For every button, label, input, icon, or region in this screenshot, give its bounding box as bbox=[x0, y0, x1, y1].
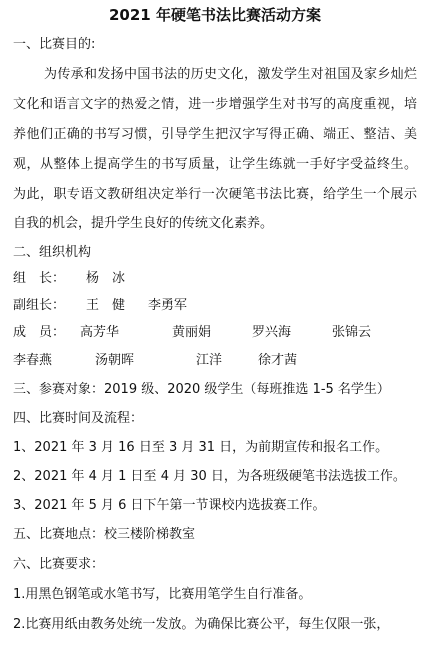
section-requirements-heading: 六、比赛要求： bbox=[13, 557, 105, 572]
schedule-item: 2、2021 年 4 月 1 日至 4 月 30 日，为各班级硬笔书法选拔工作。 bbox=[13, 469, 406, 484]
schedule-item: 1、2021 年 3 月 16 日至 3 月 31 日，为前期宣传和报名工作。 bbox=[13, 440, 389, 455]
section-organization-heading: 二、组织机构 bbox=[13, 245, 92, 260]
requirement-item: 2.比赛用纸由教务处统一发放。为确保比赛公平，每生仅限一张， bbox=[13, 617, 390, 632]
purpose-line-1: 为传承和发扬中国书法的历史文化，激发学生对祖国及家乡灿烂 bbox=[44, 67, 417, 82]
purpose-line-4: 观，从整体上提高学生的书写质量，让学生练就一手好字受益终生。 bbox=[13, 157, 417, 172]
member-name: 黄丽娟 bbox=[172, 325, 212, 340]
deputy-name: 王 健 bbox=[86, 298, 126, 313]
purpose-line-6: 自我的机会，提升学生良好的传统文化素养。 bbox=[13, 216, 274, 231]
member-name: 汤朝晖 bbox=[95, 353, 135, 368]
schedule-item: 3、2021 年 5 月 6 日下午第一节课校内选拔赛工作。 bbox=[13, 498, 326, 513]
deputy-name: 李勇军 bbox=[148, 298, 188, 313]
member-name: 罗兴海 bbox=[252, 325, 292, 340]
purpose-line-3: 养他们正确的书写习惯，引导学生把汉字写得正确、端正、整洁、美 bbox=[13, 127, 417, 142]
members-label: 成 员： bbox=[13, 325, 66, 340]
requirement-item: 1.用黑色钢笔或水笔书写，比赛用笔学生自行准备。 bbox=[13, 587, 312, 602]
section-schedule-heading: 四、比赛时间及流程： bbox=[13, 411, 144, 426]
member-name: 高芳华 bbox=[80, 325, 120, 340]
member-name: 江洋 bbox=[196, 353, 223, 368]
section-participants: 三、参赛对象：2019 级、2020 级学生（每班推选 1-5 名学生） bbox=[13, 382, 390, 397]
section-purpose-heading: 一、比赛目的: bbox=[13, 37, 96, 52]
leader-label: 组 长： bbox=[13, 271, 66, 286]
section-venue: 五、比赛地点：校三楼阶梯教室 bbox=[13, 527, 196, 542]
member-name: 徐才茜 bbox=[258, 353, 298, 368]
member-name: 李春燕 bbox=[13, 353, 53, 368]
leader-name: 杨 冰 bbox=[86, 271, 126, 286]
purpose-line-2: 文化和语言文字的热爱之情，进一步增强学生对书写的高度重视，培 bbox=[13, 97, 417, 112]
deputy-label: 副组长： bbox=[13, 298, 66, 313]
member-name: 张锦云 bbox=[332, 325, 372, 340]
document-title: 2021 年硬笔书法比赛活动方案 bbox=[109, 6, 321, 24]
purpose-line-5: 为此，职专语文教研组决定举行一次硬笔书法比赛，给学生一个展示 bbox=[13, 187, 417, 202]
